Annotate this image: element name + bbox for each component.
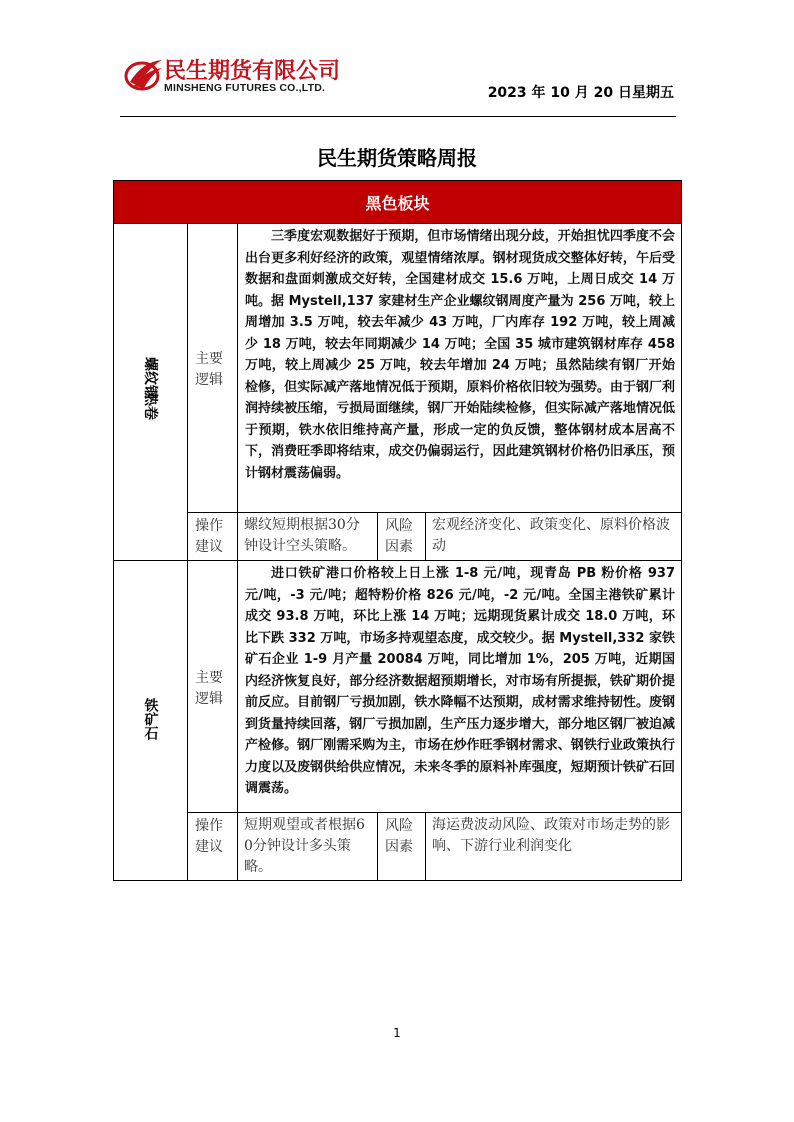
table-row: [114, 513, 682, 561]
category-cell: [114, 224, 188, 561]
page-title: 民生期货策略周报: [317, 146, 477, 170]
operation-label: 操作建议: [188, 513, 238, 561]
logic-label: 主要逻辑: [188, 224, 238, 513]
company-name-cn: 民生期货有限公司: [164, 59, 341, 84]
report-date: 2023 年 10 月 20 日星期五: [487, 85, 674, 101]
category-label-hrc: 热卷: [141, 392, 158, 420]
strategy-table: [113, 180, 682, 881]
operation-label: 操作建议: [188, 813, 238, 881]
category-label-rebar: 螺纹钢: [141, 357, 158, 399]
category-cell: [114, 561, 188, 881]
category-label-iron-ore: 铁矿石: [142, 697, 159, 740]
table-row: [114, 561, 682, 813]
risk-label: 风险因素: [378, 813, 426, 881]
logic-text: 三季度宏观数据好于预期，但市场情绪出现分歧，开始担忧四季度不会出台更多利好经济的政策，观望情绪浓厚。钢材现货成交整体好转，午后受数据和盘面刺激成交好转，全国建材成交 15.6 万吨，上周日成交 14 万吨。据 Mystell,137 家建材生产企业螺纹钢周度产量为 256 万吨，较上周增加 3.5 万吨，较去年减少 43 万吨，厂内库存 192 万吨，较上周减少 18 万吨，较去年同期减少 14 万吨；全国 35 城市建筑钢材库存 458 万吨，较上周减少 25 万吨，较去年增加 24 万吨；虽然陆续有钢厂开始检修，但实际减产落地情况低于预期，原料价格依旧较为强势。由于钢厂利润持续被压缩，亏损局面继续，钢厂开始陆续检修，但实际减产落地情况低于预期，铁水依旧维持高产量，形成一定的负反馈，整体钢材成本居高不下，消费旺季即将结束，成交仍偏弱运行，因此建筑钢材价格仍旧承压，预计钢材震荡偏弱。: [238, 224, 682, 513]
section-header-row: [114, 181, 682, 224]
section-title: 黑色板块: [114, 181, 682, 224]
table-row: [114, 224, 682, 513]
company-name-en: MINSHENG FUTURES CO.,LTD.: [164, 82, 326, 94]
risk-text: 海运费波动风险、政策对市场走势的影响、下游行业利润变化: [426, 813, 682, 881]
risk-text: 宏观经济变化、政策变化、原料价格波动: [426, 513, 682, 561]
logic-label: 主要逻辑: [188, 561, 238, 813]
company-logo: [124, 52, 364, 102]
risk-label: 风险因素: [378, 513, 426, 561]
header-divider: [120, 116, 676, 117]
operation-text: 螺纹短期根据30分钟设计空头策略。: [238, 513, 378, 561]
logic-text: 进口铁矿港口价格较上日上涨 1-8 元/吨，现青岛 PB 粉价格 937 元/吨，-3 元/吨；超特粉价格 826 元/吨，-2 元/吨。全国主港铁矿累计成交 93.8 万吨，环比上涨 14 万吨；远期现货累计成交 18.0 万吨，环比下跌 332 万吨，市场多持观望态度，成交较少。据 Mystell,332 家铁矿石企业 1-9 月产量 20084 万吨，同比增加 1%，205 万吨，近期国内经济恢复良好，部分经济数据超预期增长，对市场有所提振，铁矿期价提前反应。目前钢厂亏损加剧，铁水降幅不达预期，成材需求维持韧性。废钢到货量持续回落，钢厂亏损加剧，生产压力逐步增大，部分地区钢厂被迫减产检修。钢厂刚需采购为主，市场在炒作旺季钢材需求、钢铁行业政策执行力度以及废钢供给供应情况，未来冬季的原料补库强度，短期预计铁矿石回调震荡。: [238, 561, 682, 813]
operation-text: 短期观望或者根据60分钟设计多头策略。: [238, 813, 378, 881]
page-number: 1: [393, 1026, 401, 1040]
table-row: [114, 813, 682, 881]
minsheng-logo-icon: [124, 56, 164, 92]
